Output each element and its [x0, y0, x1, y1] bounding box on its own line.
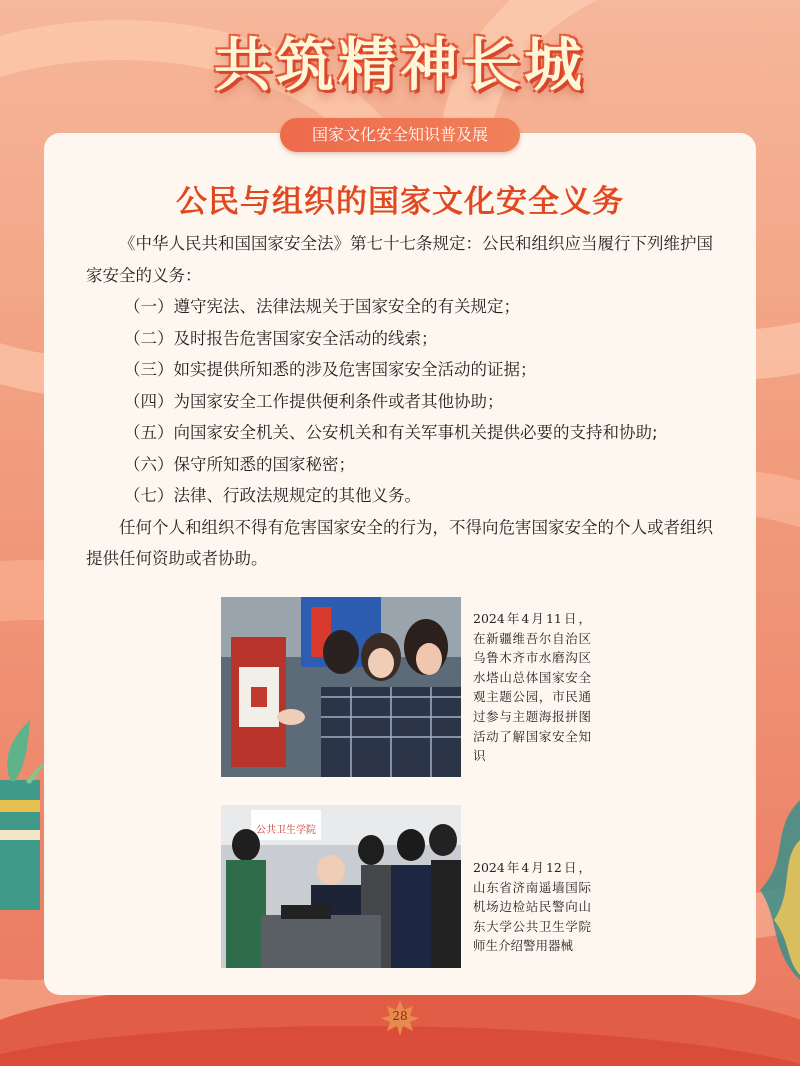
wave-decoration [750, 800, 800, 980]
list-item: （三）如实提供所知悉的涉及危害国家安全活动的证据； [124, 360, 537, 379]
article-body [86, 228, 726, 575]
photo-puzzle-activity [221, 597, 461, 777]
sign-text: 公共卫生学院 [256, 825, 316, 836]
photo-caption: 2024年4月11日，在新疆维吾尔自治区乌鲁木齐市水磨沟区水塔山总体国家安全观主题公园，市民通过参与主题海报拼图活动了解国家安全知识 [473, 611, 591, 764]
list-item: （一）遵守宪法、法律法规关于国家安全的有关规定； [124, 297, 520, 316]
page-number-badge [380, 998, 420, 1038]
photo-police-demo [221, 805, 461, 968]
page-title: 共筑精神长城 [213, 31, 586, 99]
photo-caption: 2024年4月12日，山东省济南遥墙国际机场边检站民警向山东大学公共卫生学院师生介绍警用器械 [473, 860, 591, 954]
list-item: （二）及时报告危害国家安全活动的线索； [124, 328, 438, 348]
subtitle-badge: 国家文化安全知识普及展 [280, 118, 520, 152]
article-heading: 公民与组织的国家文化安全义务 [176, 184, 624, 220]
list-item: （六）保守所知悉的国家秘密； [124, 454, 355, 474]
intro-paragraph: 《中华人民共和国国家安全法》第七十七条规定：公民和组织应当履行下列维护国家安全的义务： [86, 234, 713, 285]
closing-paragraph: 任何个人和组织不得有危害国家安全的行为，不得向危害国家安全的个人或者组织提供任何资助或者协助。 [86, 517, 713, 568]
list-item: （五）向国家安全机关、公安机关和有关军事机关提供必要的支持和协助; [124, 423, 658, 442]
list-item: （四）为国家安全工作提供便利条件或者其他协助； [124, 391, 504, 411]
page-number: 28 [392, 1009, 408, 1023]
list-item: （七）法律、行政法规规定的其他义务。 [124, 486, 421, 505]
